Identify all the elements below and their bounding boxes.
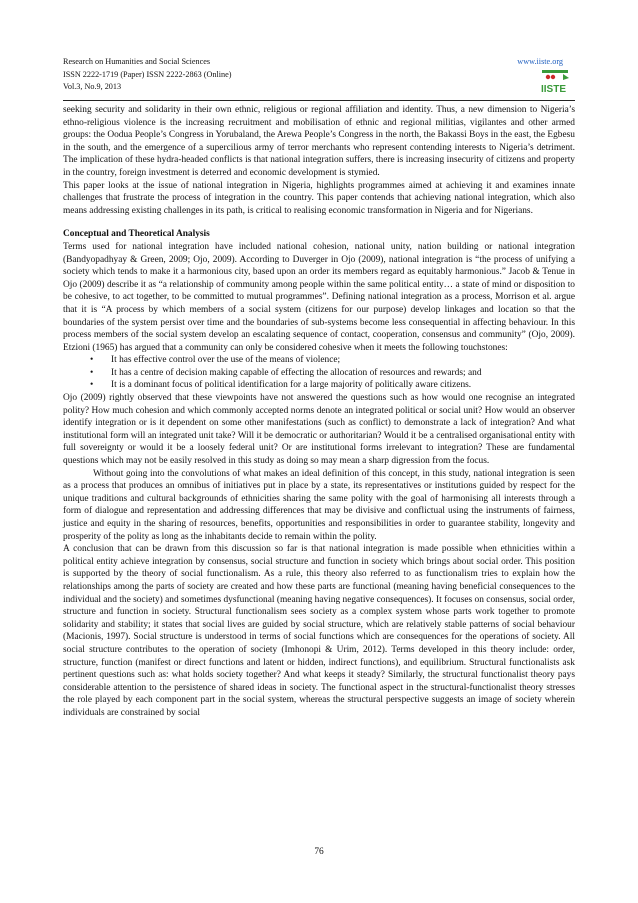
paragraph-3: Terms used for national integration have included national cohesion, national unity, nation building or national integration (Bandyopadhyay & Green, 2009; Ojo, 2009). According to Duverger in Ojo (2009), national integration is “the process of unifying a society which tends to make it a harmonious city, based upon an order its members regard as equitably harmonious.” Jacob & Tenue in Ojo (2009) describe it as “a relationship of community among people within the same political entity… a state of mind or disposition to be cohesive, to act together, to be committed to mutual programmes”. Defining national integration as a process, Morrison et al. argue that it is “A process by which members of a social system (citizens for our purpose) develop linkages and location so that the boundaries of the system persist over time and the boundaries of sub-systems become less consequential in affecting behaviour. In this process members of the social system develop an escalating sequence of contact, cooperation, consensus and community” (Ojo, 2009). Etzioni (1965) has argued that a community can only be considered cohesive when it meets the following touchstones: — [63, 241, 575, 353]
touchstones-list — [63, 354, 575, 392]
paragraph-6: A conclusion that can be drawn from this discussion so far is that national integration is made possible when ethnicities within a political entity achieve integration by consensus, social structure and function in society which brings about social order. This position is supported by the theory of social functionalism. As a rule, this theory also referred to as functionalism tries to explain how the relationships among the parts of society are created and how these parts are functional (meaning having beneficial consequences to the individual and the society) and sometimes dysfunctional (meaning having negative consequences). It focuses on consensus, social order, structure and function in society. Structural functionalism sees society as a complex system whose parts work together to promote solidarity and stability; it states that social lives are guided by social structure, which are relatively stable patterns of social behaviour (Macionis, 1997). Social structure is understood in terms of social functions which are consequences for the operations of society. All social structure contributes to the operation of society (Imhonopi & Urim, 2012). Terms developed in this theory include: order, structure, function (manifest or direct functions and latent or hidden, indirect functions), and equilibrium. Structural functionalists ask pertinent questions such as: what holds society together? And what keeps it steady? Similarly, the structural functionalist theory pays considerable attention to the persistence of shared ideas in society. The functional aspect in the structural-functionalist theory stresses the role played by each component part in the social system, whereas the structural perspective suggests an image of society wherein individuals are constrained by social — [63, 544, 575, 718]
bullet-icon: • — [90, 380, 94, 391]
website-link[interactable]: www.iiste.org — [517, 57, 563, 66]
journal-volume: Vol.3, No.9, 2013 — [63, 82, 122, 91]
page-number: 76 — [314, 847, 324, 857]
list-item: • It is a dominant focus of political identification for a large majority of politically aware citizens. — [90, 380, 472, 391]
svg-text:IISTE: IISTE — [541, 84, 567, 95]
bullet-icon: • — [90, 355, 94, 366]
header-rule — [63, 100, 575, 101]
bullet-icon: • — [90, 367, 94, 378]
journal-title: Research on Humanities and Social Sciences — [63, 57, 211, 66]
journal-header — [63, 56, 575, 98]
section-heading: Conceptual and Theoretical Analysis — [63, 229, 210, 240]
article-body — [63, 104, 575, 720]
paragraph-2: This paper looks at the issue of national integration in Nigeria, highlights programmes aimed at achieving it and examines innate challenges that frustrate the process of integration in the country. This paper contends that achieving national integration, which also means addressing existing challenges in its path, is critical to realising economic transformation in Nigeria and for Nigerians. — [63, 180, 575, 216]
journal-issn: ISSN 2222-1719 (Paper) ISSN 2222-2863 (Online) — [63, 69, 232, 79]
list-item: • It has effective control over the use of the means of violence; — [90, 355, 341, 366]
paragraph-5: Without going into the convolutions of what makes an ideal definition of this concept, in this study, national integration is seen as a process that produces an omnibus of initiatives put in place by a state, its representatives or institutions guided by respect for the unique traditions and cultural backgrounds of ethnicities sharing the same polity with the goal of harmonising all interests through a form of dialogue and representation and addressing differences that may be divisive and conflictual using the instruments of fairness, justice and equity in the sharing of resources, benefits, opportunities and responsibilities in order to guarantee stability, longevity and prosperity of the polity as long as the inhabitants decide to remain within the polity. — [63, 468, 575, 542]
iiste-logo — [539, 69, 575, 95]
paragraph-4: Ojo (2009) rightly observed that these viewpoints have not answered the questions such as how would one recognise an integrated polity? How much cohesion and which commonly accepted norms denote an integrated political or social unit? How would an observer identify integration or is it dependent on some other manifestations (such as conflict) to demonstrate a lack of integration? And what institutional form will an integrated unit take? Will it be democratic or authoritarian? Would it be a centralised organisational entity with full sovereignty or would it be a loosely federal unit? Or are institutional forms irrelevant to integration? These are fundamental questions which may not be easily resolved in this study as doing so may mean a sharp digression from the focus. — [63, 393, 575, 467]
paragraph-1: seeking security and solidarity in their own ethnic, religious or regional affiliation and identity. Thus, a new dimension to Nigeria’s ethno-religious violence is the increasing recruitment and mobilisation of ethnic and regional militias, vigilantes and other armed groups: the Oodua People’s Congress in Yorubaland, the Arewa People’s Congress in the north, the Bakassi Boys in the east, the Egbesu in the south, and the emergence of a supercilious army of terror merchants who represent contending interests to Nigeria’s detriment. The implication of these hydra-headed conflicts is that national integration suffers, there is increasing insecurity of citizens and property in the country, foreign investment is deterred and economic development is stymied. — [63, 105, 575, 178]
list-item: • It has a centre of decision making capable of effecting the allocation of resources and rewards; and — [90, 367, 482, 378]
